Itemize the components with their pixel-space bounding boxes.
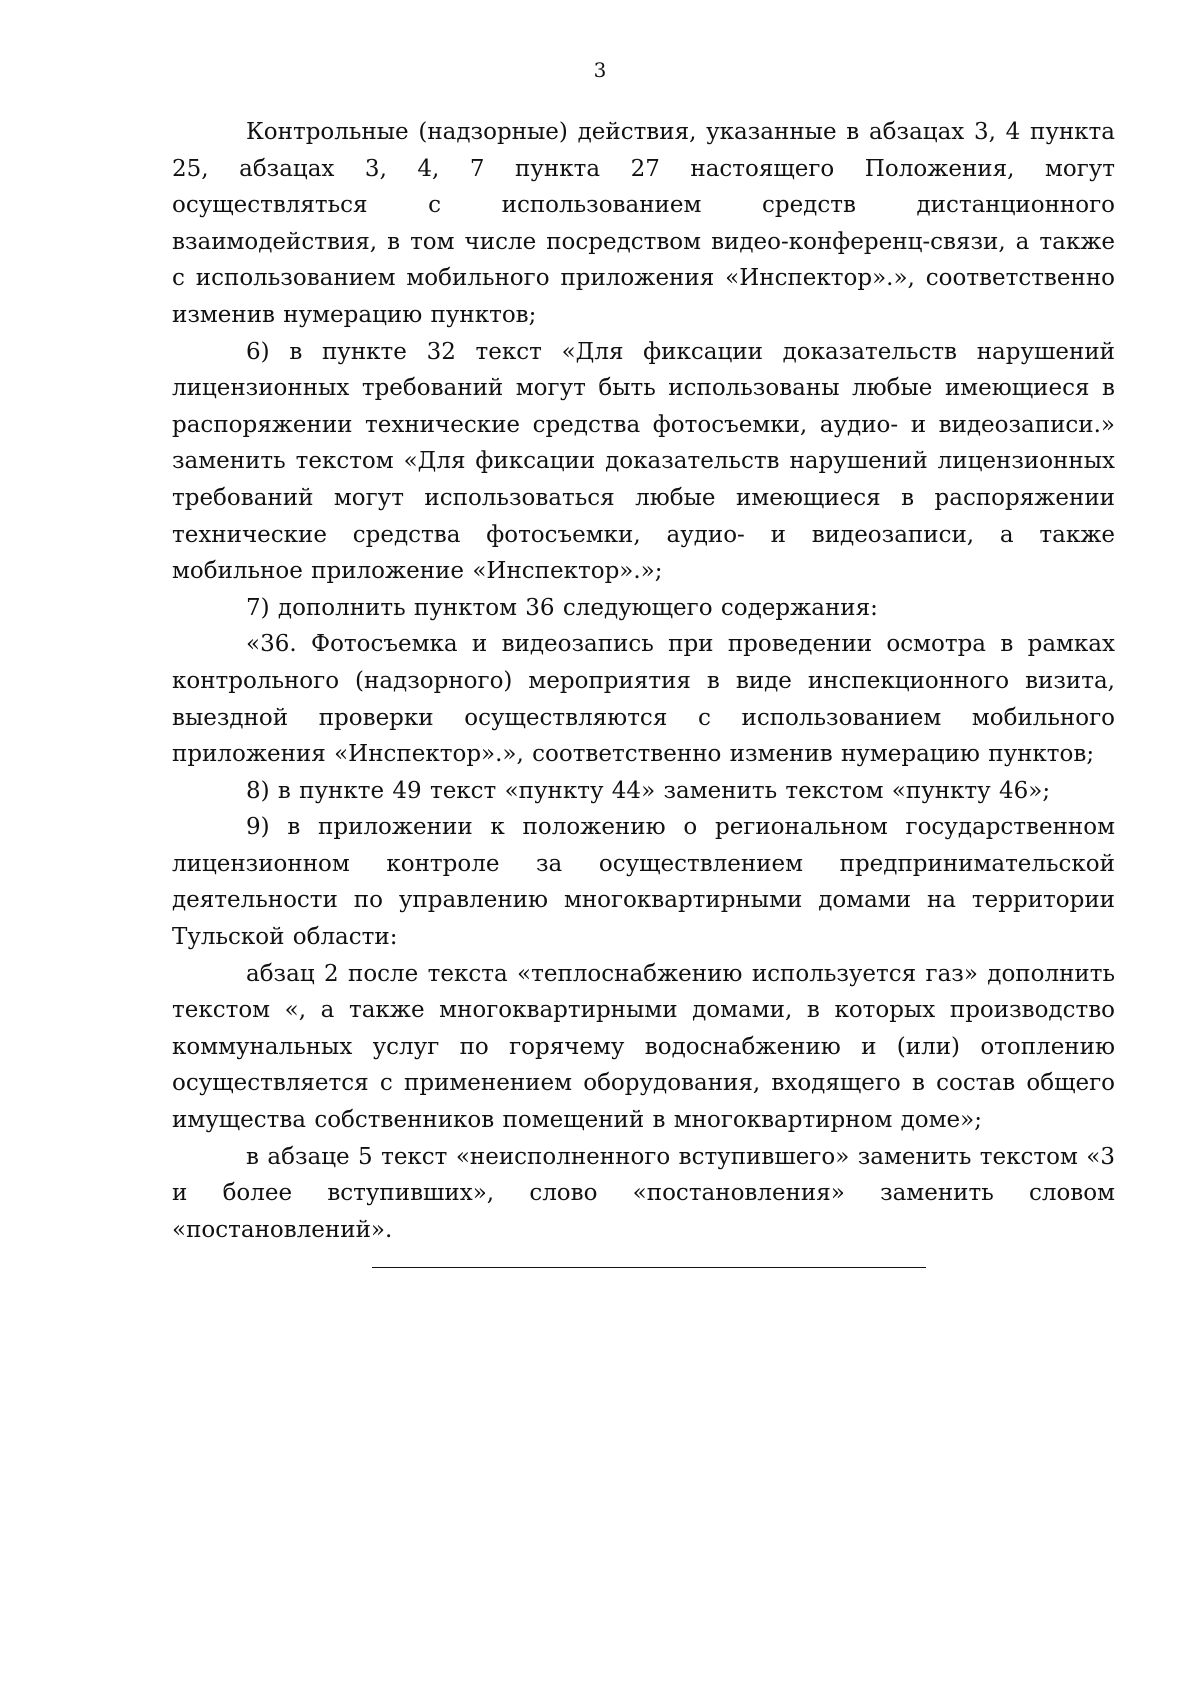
paragraph-control-actions: Контрольные (надзорные) действия, указанные в абзацах 3, 4 пункта 25, абзацах 3, 4, 7 пункта 27 настоящего Положения, могут осуществляться с использованием средств дистанционного взаимодействия, в том числе посредством видео-конференц-связи, а также с использованием мобильного приложения «Инспектор».», соответственно изменив нумерацию пунктов; [172, 119, 1115, 328]
paragraph-abzac-2: абзац 2 после текста «теплоснабжению используется газ» дополнить текстом «, а также многоквартирными домами, в которых производство коммунальных услуг по горячему водоснабжению и (или) отоплению осуществляется с применением оборудования, входящего в состав общего имущества собственников помещений в многоквартирном доме»; [172, 960, 1115, 1134]
page-number: 3 [593, 58, 607, 82]
closing-divider-line [372, 1267, 926, 1268]
paragraph-abzac-5: в абзаце 5 текст «неисполненного вступившего» заменить текстом «3 и более вступивших», слово «постановления» заменить словом «постановлений». [172, 1143, 1115, 1243]
paragraph-item-9: 9) в приложении к положению о региональном государственном лицензионном контроле за осуществлением предпринимательской деятельности по управлению многоквартирными домами на территории Тульской области: [172, 814, 1115, 951]
paragraph-point-36: «36. Фотосъемка и видеозапись при проведении осмотра в рамках контрольного (надзорного) мероприятия в виде инспекционного визита, выездной проверки осуществляются с использованием мобильного приложения «Инспектор».», соответственно изменив нумерацию пунктов; [172, 631, 1115, 768]
document-body [172, 114, 1115, 1248]
paragraph-item-7: 7) дополнить пунктом 36 следующего содержания: [246, 594, 878, 621]
paragraph-item-8: 8) в пункте 49 текст «пункту 44» заменить текстом «пункту 46»; [246, 777, 1051, 804]
paragraph-item-6: 6) в пункте 32 текст «Для фиксации доказательств нарушений лицензионных требований могут быть использованы любые имеющиеся в распоряжении технические средства фотосъемки, аудио- и видеозаписи.» заменить текстом «Для фиксации доказательств нарушений лицензионных требований могут использоваться любые имеющиеся в распоряжении технические средства фотосъемки, аудио- и видеозаписи, а также мобильное приложение «Инспектор».»; [172, 338, 1115, 585]
